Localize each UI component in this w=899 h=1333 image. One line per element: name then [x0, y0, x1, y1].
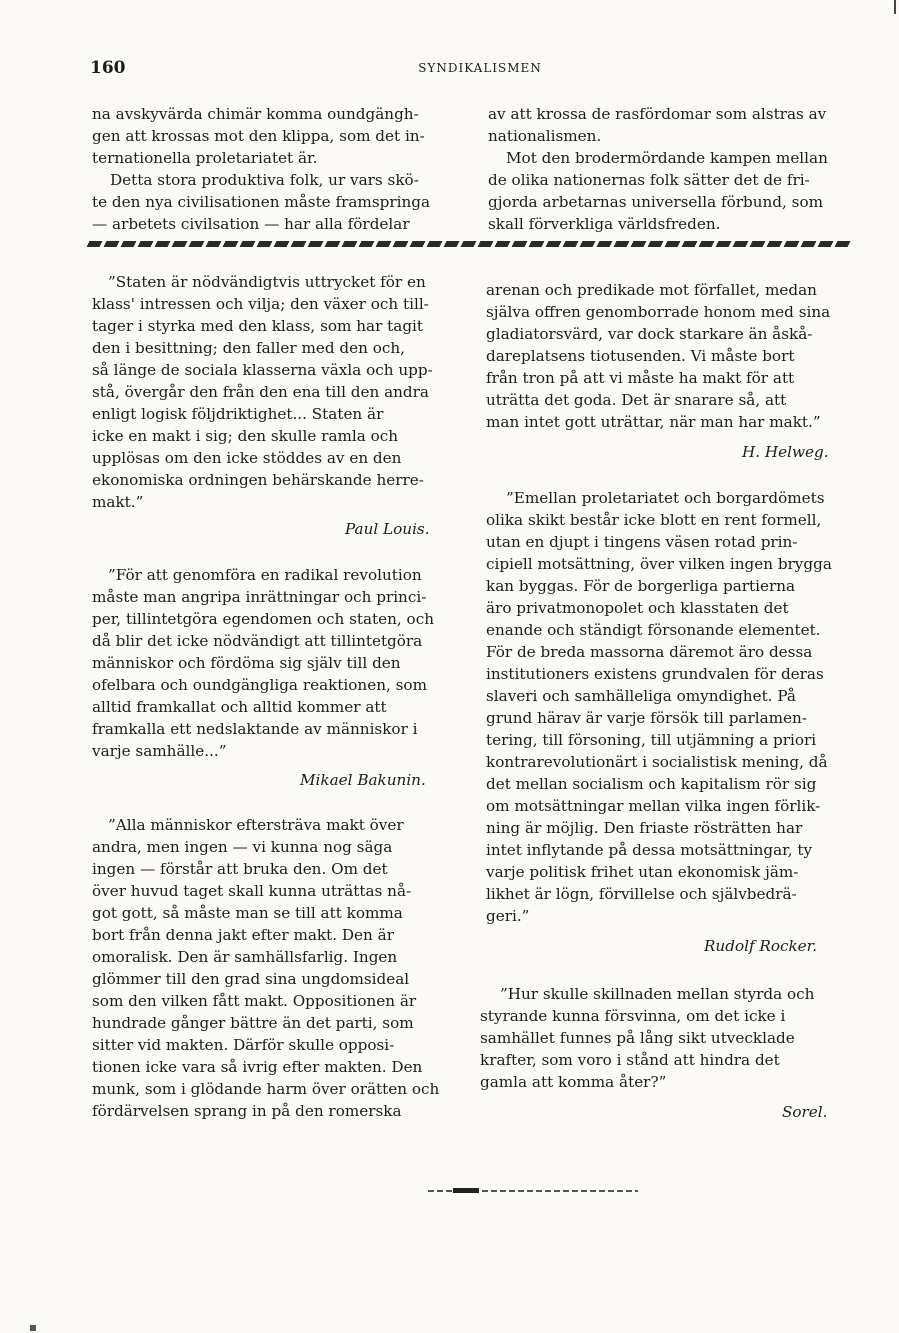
- section-divider: [87, 241, 852, 247]
- text-line: gjorda arbetarnas universella förbund, som: [488, 193, 823, 211]
- text-line: upplösas om den icke stöddes av en den: [92, 449, 402, 467]
- text-line: om motsättningar mellan vilka ingen förlik-: [486, 797, 821, 815]
- text-line: fördärvelsen sprang in på den romerska: [92, 1102, 402, 1120]
- text-line: makt.”: [92, 493, 144, 511]
- text-line: man intet gott uträttar, när man har makt.”: [486, 413, 821, 431]
- text-line: grund härav är varje försök till parlamen-: [486, 709, 807, 727]
- text-line: intet inflytande på dessa motsättningar, ty: [486, 841, 813, 859]
- text-line: klass' intressen och vilja; den växer och till-: [92, 295, 429, 313]
- text-line: kan byggas. För de borgerliga partierna: [486, 577, 796, 595]
- text-line: gamla att komma åter?”: [480, 1073, 667, 1091]
- text-line: framkalla ett nedslaktande av människor i: [92, 720, 418, 738]
- text-line: alltid framkallat och alltid kommer att: [92, 698, 387, 716]
- text-line: na avskyvärda chimär komma oundgängh-: [92, 105, 419, 123]
- text-line: icke en makt i sig; den skulle ramla och: [92, 427, 399, 445]
- text-line: ”Hur skulle skillnaden mellan styrda och: [500, 985, 815, 1003]
- text-line: så länge de sociala klasserna växla och upp-: [92, 361, 433, 379]
- end-ornament: [453, 1188, 479, 1193]
- text-line: — arbetets civilsation — har alla fördelar: [92, 215, 410, 233]
- running-title: SYNDIKALISMEN: [418, 61, 542, 75]
- text-line: per, tillintetgöra egendomen och staten, och: [92, 610, 434, 628]
- text-line: munk, som i glödande harm över orätten och: [92, 1080, 440, 1098]
- text-line: krafter, som voro i stånd att hindra det: [480, 1051, 780, 1069]
- text-line: För de breda massorna däremot äro dessa: [486, 643, 813, 661]
- text-line: ”Staten är nödvändigtvis uttrycket för en: [108, 273, 426, 291]
- text-line: människor och fördöma sig själv till den: [92, 654, 401, 672]
- text-line: nationalismen.: [488, 127, 602, 145]
- signature: Mikael Bakunin.: [300, 771, 426, 789]
- text-line: hundrade gånger bättre än det parti, som: [92, 1014, 414, 1032]
- text-line: olika skikt består icke blott en rent formell,: [486, 511, 822, 529]
- text-line: samhället funnes på lång sikt utvecklade: [480, 1029, 795, 1047]
- text-line: glömmer till den grad sina ungdomsideal: [92, 970, 410, 988]
- text-line: äro privatmonopolet och klasstaten det: [486, 599, 789, 617]
- text-line: Mot den brodermördande kampen mellan: [506, 149, 828, 167]
- text-line: ”För att genomföra en radikal revolution: [108, 566, 422, 584]
- scan-mark: [30, 1325, 36, 1331]
- text-line: gladiatorsvärd, var dock starkare än åskå-: [486, 325, 813, 343]
- text-line: från tron på att vi måste ha makt för att: [486, 369, 795, 387]
- signature: Rudolf Rocker.: [704, 937, 818, 955]
- text-line: likhet är lögn, förvillelse och självbedrä-: [486, 885, 797, 903]
- text-line: ”Emellan proletariatet och borgardömets: [506, 489, 825, 507]
- text-line: utan en djupt i tingens väsen rotad prin-: [486, 533, 798, 551]
- text-line: enligt logisk följdriktighet... Staten är: [92, 405, 384, 423]
- text-line: geri.”: [486, 907, 530, 925]
- text-line: tionen icke vara så ivrig efter makten. Den: [92, 1058, 423, 1076]
- text-line: över huvud taget skall kunna uträttas nå-: [92, 882, 412, 900]
- text-line: kontrarevolutionärt i socialistisk mening, då: [486, 753, 828, 771]
- text-line: tering, till försoning, till utjämning a priori: [486, 731, 817, 749]
- text-line: tager i styrka med den klass, som har tagit: [92, 317, 424, 335]
- scan-mark: [894, 0, 896, 14]
- text-line: ingen — förstår att bruka den. Om det: [92, 860, 388, 878]
- text-line: varje samhälle...”: [92, 742, 227, 760]
- text-line: måste man angripa inrättningar och princi-: [92, 588, 427, 606]
- text-line: gen att krossas mot den klippa, som det in-: [92, 127, 425, 145]
- text-line: som den vilken fått makt. Oppositionen är: [92, 992, 417, 1010]
- text-line: stå, övergår den från den ena till den andra: [92, 383, 429, 401]
- signature: Paul Louis.: [345, 520, 430, 538]
- text-line: omoralisk. Den är samhällsfarlig. Ingen: [92, 948, 398, 966]
- text-line: andra, men ingen — vi kunna nog säga: [92, 838, 393, 856]
- text-line: de olika nationernas folk sätter det de fri-: [488, 171, 810, 189]
- text-line: sitter vid makten. Därför skulle opposi-: [92, 1036, 395, 1054]
- text-line: då blir det icke nödvändigt att tillintetgöra: [92, 632, 423, 650]
- signature: H. Helweg.: [742, 443, 829, 461]
- text-line: varje politisk frihet utan ekonomisk jäm-: [486, 863, 799, 881]
- page-number: 160: [90, 58, 126, 78]
- text-line: styrande kunna försvinna, om det icke i: [480, 1007, 786, 1025]
- text-line: den i besittning; den faller med den och,: [92, 339, 405, 357]
- text-line: te den nya civilisationen måste framspringa: [92, 193, 431, 211]
- text-line: cipiell motsättning, över vilken ingen brygga: [486, 555, 832, 573]
- text-line: institutioners existens grundvalen för deras: [486, 665, 824, 683]
- text-line: ofelbara och oundgängliga reaktionen, som: [92, 676, 427, 694]
- text-line: själva offren genomborrade honom med sina: [486, 303, 831, 321]
- text-line: slaveri och samhälleliga omyndighet. På: [486, 687, 796, 705]
- text-line: av att krossa de rasfördomar som alstras av: [488, 105, 827, 123]
- text-line: ning är möjlig. Den friaste rösträtten har: [486, 819, 803, 837]
- signature: Sorel.: [782, 1103, 828, 1121]
- text-line: dareplatsens tiotusenden. Vi måste bort: [486, 347, 795, 365]
- text-line: arenan och predikade mot förfallet, medan: [486, 281, 817, 299]
- text-line: bort från denna jakt efter makt. Den är: [92, 926, 394, 944]
- text-line: ternationella proletariatet är.: [92, 149, 318, 167]
- text-line: got gott, så måste man se till att komma: [92, 904, 403, 922]
- text-line: Detta stora produktiva folk, ur vars skö-: [110, 171, 419, 189]
- text-line: det mellan socialism och kapitalism rör sig: [486, 775, 817, 793]
- text-line: ekonomiska ordningen behärskande herre-: [92, 471, 424, 489]
- text-line: uträtta det goda. Det är snarare så, att: [486, 391, 787, 409]
- text-line: ”Alla människor eftersträva makt över: [108, 816, 404, 834]
- text-line: enande och ständigt försonande elementet.: [486, 621, 821, 639]
- text-line: skall förverkliga världsfreden.: [488, 215, 721, 233]
